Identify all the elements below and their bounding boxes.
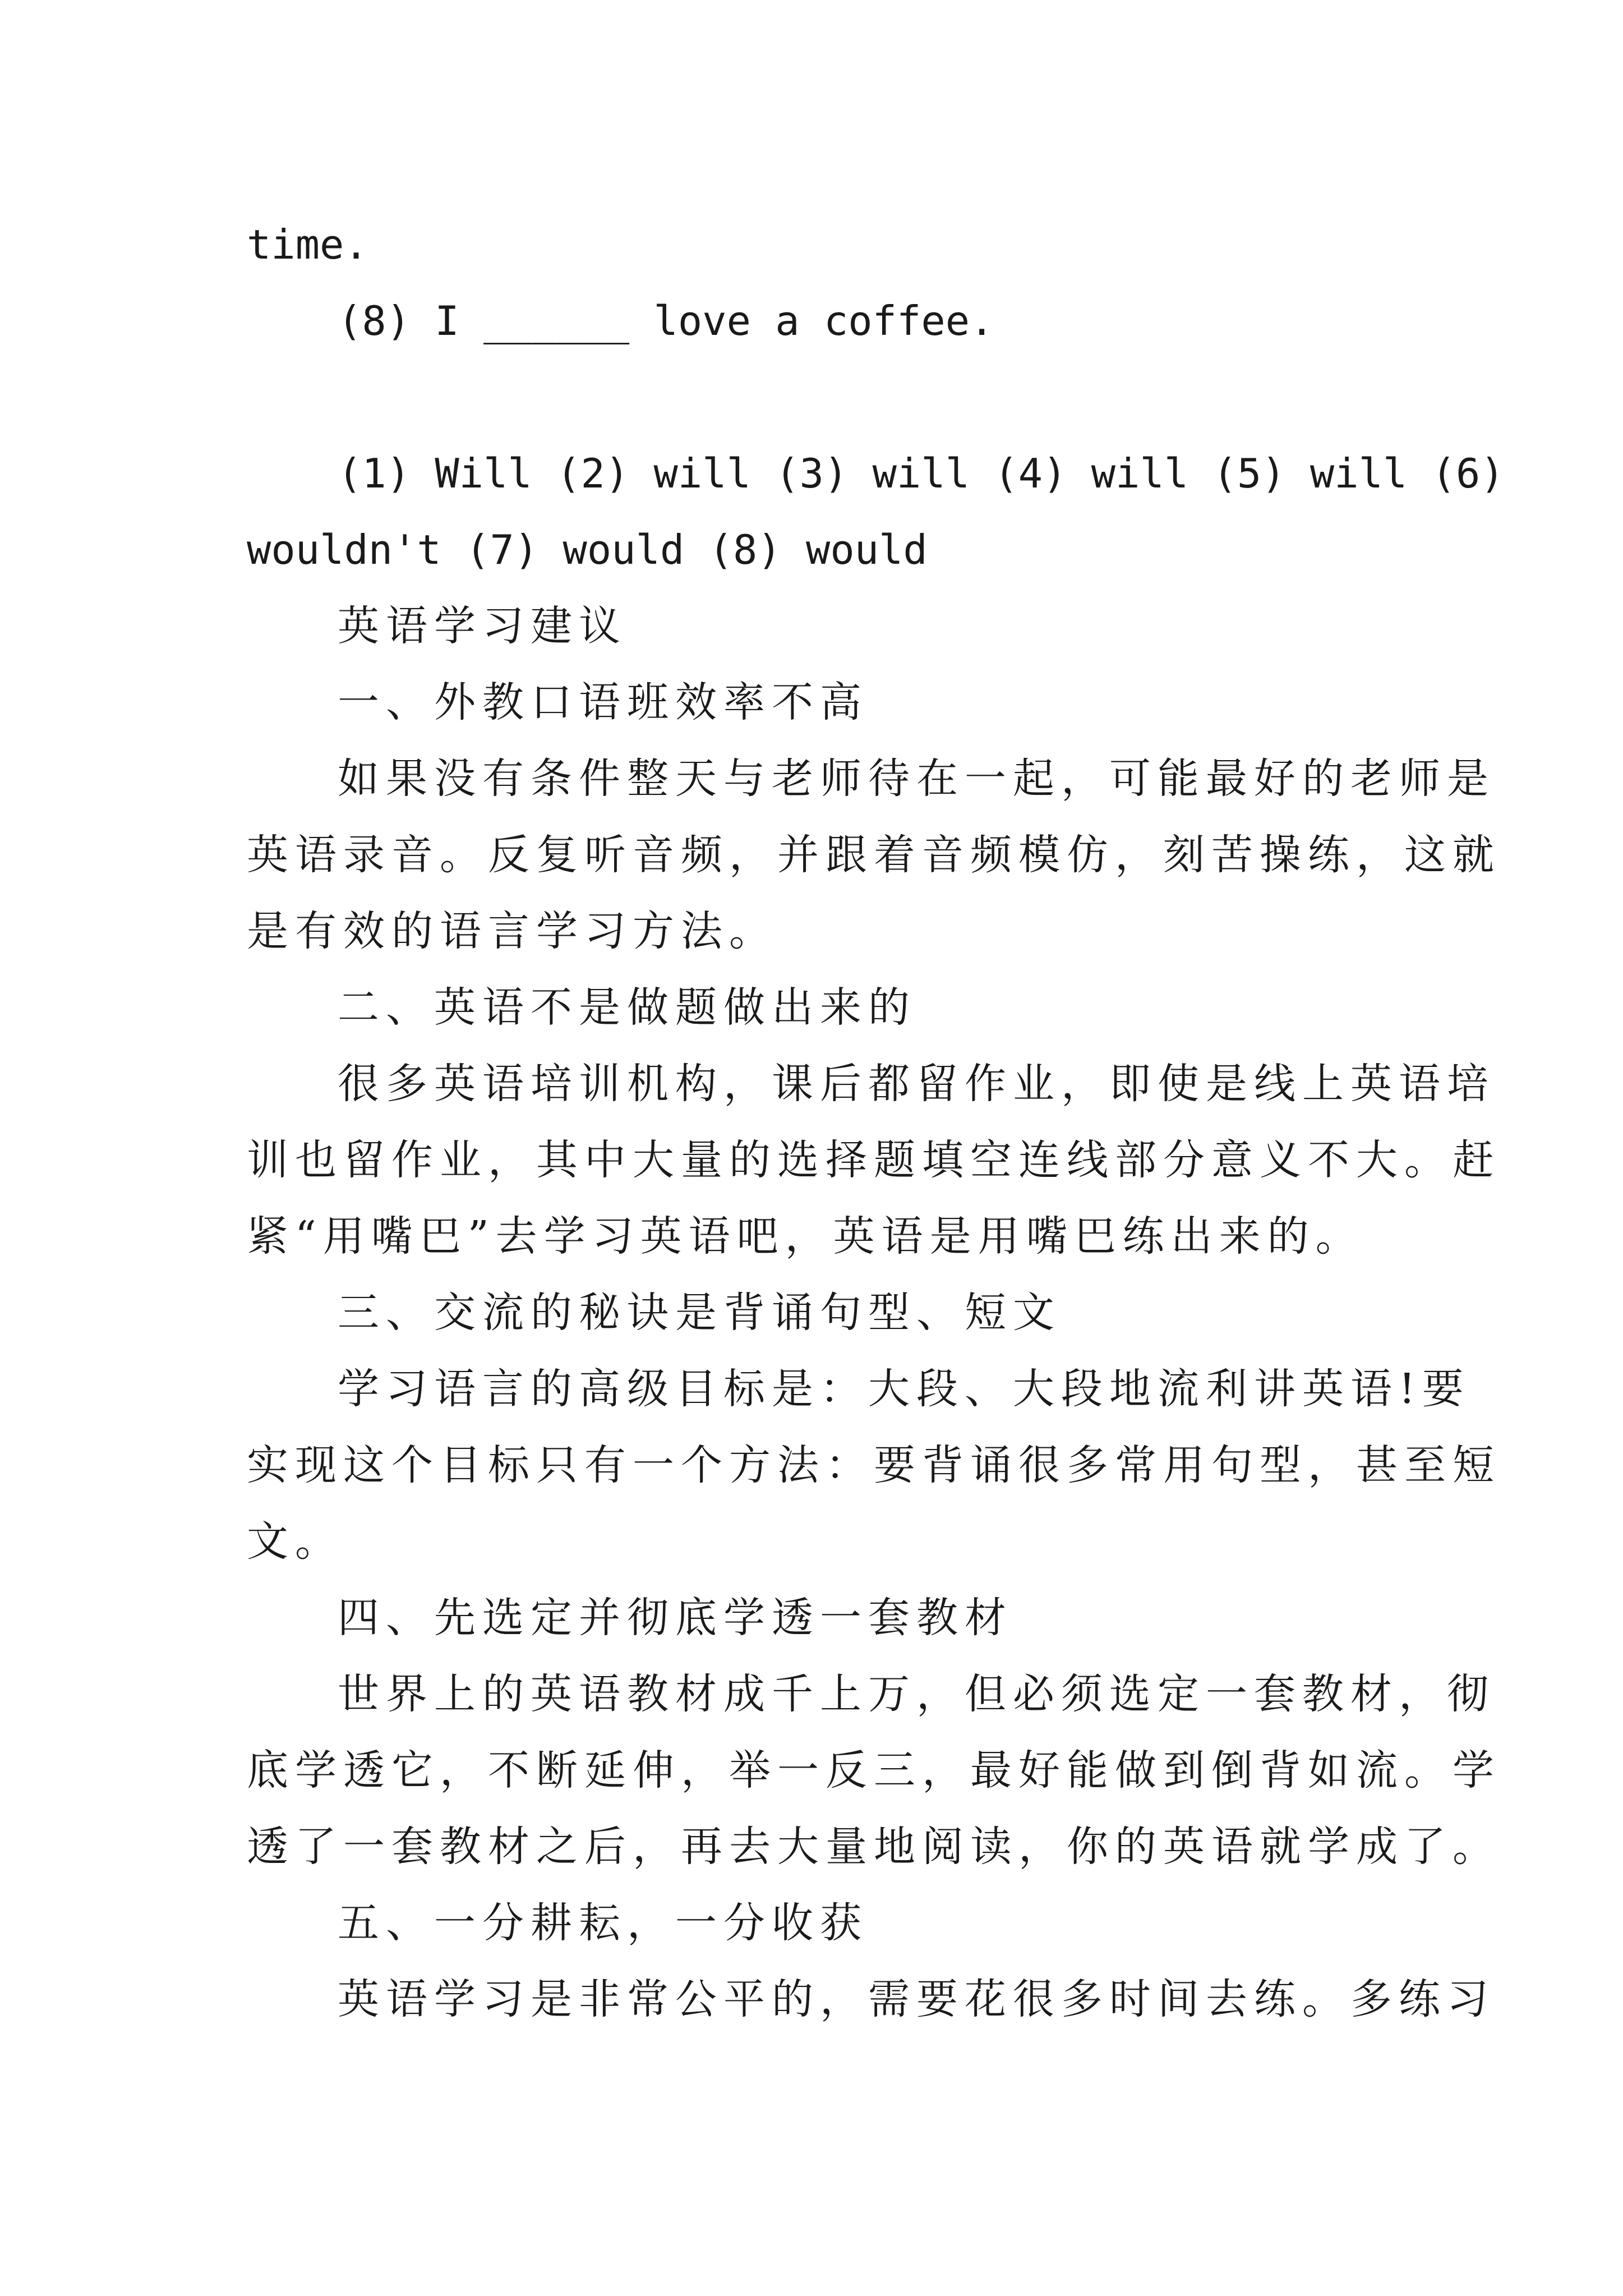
paragraph-1-line-2: 英语录音。反复听音频，并跟着音频模仿，刻苦操练，这就 xyxy=(247,831,1501,879)
answer-key-line-1: (1) Will (2) will (3) will (4) will (5) will (6) xyxy=(338,450,1505,497)
section-title: 英语学习建议 xyxy=(338,602,627,650)
heading-5: 五、一分耕耘，一分收获 xyxy=(338,1899,868,1947)
paragraph-4-line-2: 底学透它，不断延伸，举一反三，最好能做到倒背如流。学 xyxy=(247,1746,1501,1795)
exercise-item-8: (8) I ______ love a coffee. xyxy=(338,297,994,344)
paragraph-1-line-1: 如果没有条件整天与老师待在一起，可能最好的老师是 xyxy=(338,754,1495,803)
paragraph-5-line-1: 英语学习是非常公平的，需要花很多时间去练。多练习 xyxy=(338,1975,1495,2023)
paragraph-2-line-2: 训也留作业，其中大量的选择题填空连线部分意义不大。赶 xyxy=(247,1136,1501,1184)
paragraph-4-line-3: 透了一套教材之后，再去大量地阅读，你的英语就学成了。 xyxy=(247,1823,1501,1871)
heading-2: 二、英语不是做题做出来的 xyxy=(338,983,916,1032)
heading-1: 一、外教口语班效率不高 xyxy=(338,678,868,726)
paragraph-2-line-3: 紧“用嘴巴”去学习英语吧，英语是用嘴巴练出来的。 xyxy=(247,1212,1364,1260)
paragraph-3-line-3: 文。 xyxy=(247,1517,343,1566)
heading-4: 四、先选定并彻底学透一套教材 xyxy=(338,1594,1013,1642)
answer-key-line-2: wouldn't (7) would (8) would xyxy=(247,526,928,573)
paragraph-1-line-3: 是有效的语言学习方法。 xyxy=(247,907,777,955)
heading-3: 三、交流的秘诀是背诵句型、短文 xyxy=(338,1289,1061,1337)
paragraph-3-line-1: 学习语言的高级目标是：大段、大段地流利讲英语!要 xyxy=(338,1365,1470,1413)
paragraph-3-line-2: 实现这个目标只有一个方法：要背诵很多常用句型，甚至短 xyxy=(247,1441,1501,1489)
paragraph-4-line-1: 世界上的英语教材成千上万，但必须选定一套教材，彻 xyxy=(338,1670,1495,1718)
paragraph-2-line-1: 很多英语培训机构，课后都留作业，即使是线上英语培 xyxy=(338,1060,1495,1108)
text-line-time: time. xyxy=(247,221,368,268)
